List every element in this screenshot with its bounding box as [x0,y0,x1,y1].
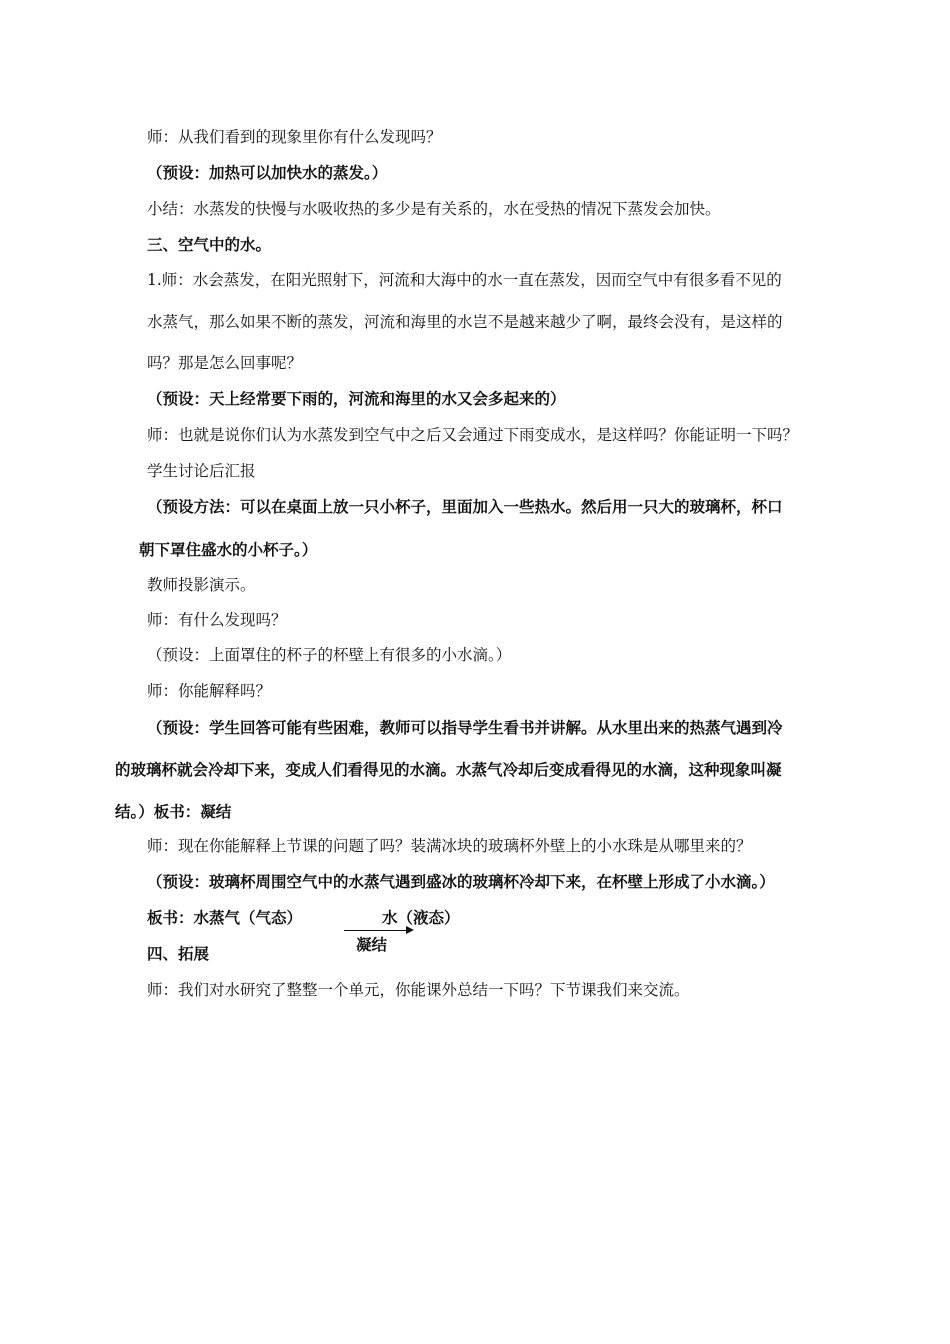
text-line: 水蒸气，那么如果不断的蒸发，河流和海里的水岂不是越来越少了啊，最终会没有，是这样的 [147,313,783,331]
text-line: 师：从我们看到的现象里你有什么发现吗？ [147,128,442,146]
board-right-text: 水（液态） [382,908,460,927]
text-line: 师：现在你能解释上节课的问题了吗？装满冰块的玻璃杯外壁上的小水珠是从哪里来的？ [147,837,752,855]
text-line: （预设：加热可以加快水的蒸发。） [147,163,388,182]
section-heading: 四、拓展 [147,944,210,963]
text-line: 师：也就是说你们认为水蒸发到空气中之后又会通过下雨变成水，是这样吗？你能证明一下吗？ [147,426,799,444]
arrow-line [344,930,408,931]
text-line: 师：你能解释吗？ [147,682,272,700]
text-line: （预设：玻璃杯周围空气中的水蒸气遇到盛冰的玻璃杯冷却下来，在杯壁上形成了小水滴。） [147,872,775,891]
text-line: （预设：天上经常要下雨的，河流和海里的水又会多起来的） [147,389,566,408]
text-line: 1.师：水会蒸发，在阳光照射下，河流和大海中的水一直在蒸发，因而空气中有很多看不见的 [147,271,782,289]
section-heading: 三、空气中的水。 [147,235,272,254]
text-line: 的玻璃杯就会冷却下来，变成人们看得见的水滴。水蒸气冷却后变成看得见的水滴，这种现象叫凝 [115,760,782,779]
text-line: 师：我们对水研究了整整一个单元，你能课外总结一下吗？下节课我们来交流。 [147,981,690,999]
board-left-text: 板书：水蒸气（气态） [147,908,303,927]
text-line: 学生讨论后汇报 [147,462,256,480]
text-line: 小结：水蒸发的快慢与水吸收热的多少是有关系的，水在受热的情况下蒸发会加快。 [147,200,721,218]
text-line: （预设：上面罩住的杯子的杯壁上有很多的小水滴。） [147,646,512,664]
text-line: （预设方法：可以在桌面上放一只小杯子，里面加入一些热水。然后用一只大的玻璃杯，杯口 [147,497,783,516]
text-line: （预设：学生回答可能有些困难，教师可以指导学生看书并讲解。从水里出来的热蒸气遇到冷 [147,718,783,737]
text-line: 朝下罩住盛水的小杯子。） [139,540,318,559]
text-line: 结。）板书：凝结 [115,802,232,821]
text-line: 师：有什么发现吗？ [147,611,287,629]
text-line: 吗？那是怎么回事呢？ [147,354,303,372]
arrow-label: 凝结 [356,935,388,954]
text-line: 教师投影演示。 [147,576,256,594]
